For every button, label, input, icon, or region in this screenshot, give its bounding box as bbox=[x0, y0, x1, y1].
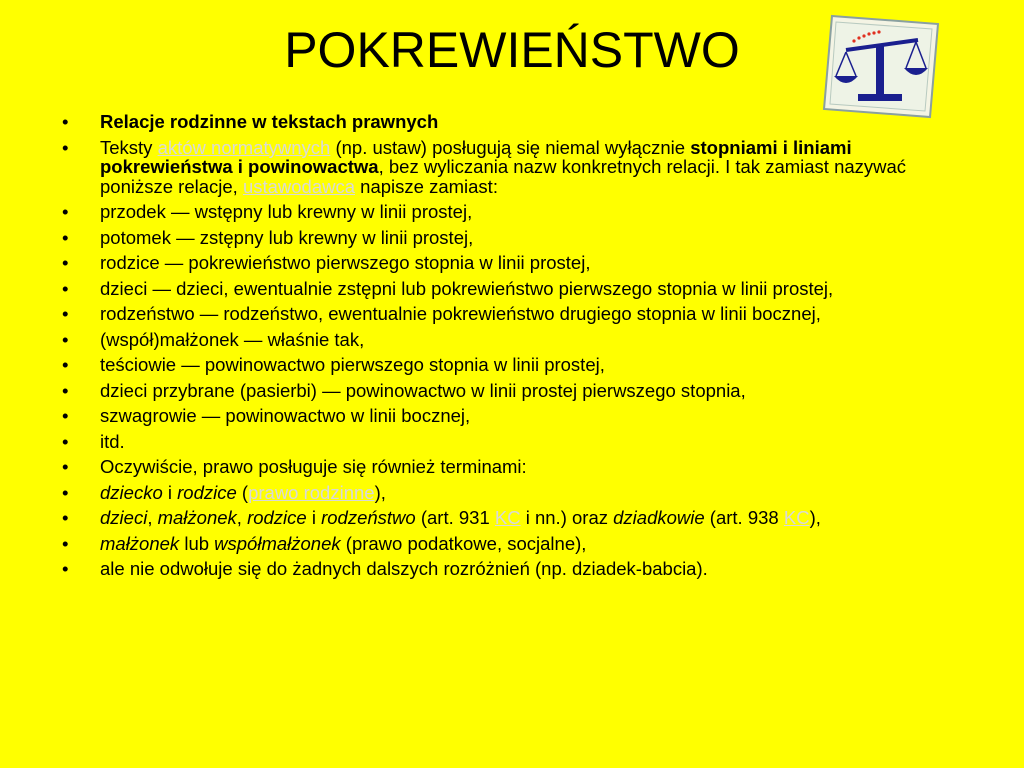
link-ustawodawca[interactable]: ustawodawca bbox=[242, 175, 356, 197]
list-item: • ale nie odwołuje się do żadnych dalszych rozróżnień (np. dziadek-babcia). bbox=[62, 559, 962, 579]
list-item: • dzieci, małżonek, rodzice i rodzeństwo (art. 931 KC i nn.) oraz dziadkowie (art. 938 KC), bbox=[62, 508, 962, 528]
list-item: • potomek — zstępny lub krewny w linii prostej, bbox=[62, 228, 962, 248]
bullet-list bbox=[62, 112, 962, 585]
list-item: • (współ)małżonek — właśnie tak, bbox=[62, 330, 962, 350]
page-title: POKREWIEŃSTWO bbox=[284, 22, 740, 78]
list-item: • Relacje rodzinne w tekstach prawnych bbox=[62, 112, 962, 132]
link-kc-2[interactable]: KC bbox=[783, 507, 810, 528]
link-prawo-rodzinne[interactable]: prawo rodzinne bbox=[248, 481, 375, 503]
list-item: • przodek — wstępny lub krewny w linii prostej, bbox=[62, 202, 962, 222]
list-item: • Oczywiście, prawo posługuje się również terminami: bbox=[62, 457, 962, 477]
link-kc[interactable]: KC bbox=[494, 507, 521, 528]
list-item: • dzieci — dzieci, ewentualnie zstępni lub pokrewieństwo pierwszego stopnia w linii prostej, bbox=[62, 279, 962, 299]
list-item: • rodzice — pokrewieństwo pierwszego stopnia w linii prostej, bbox=[62, 253, 962, 273]
list-item: • małżonek lub współmałżonek (prawo podatkowe, socjalne), bbox=[62, 534, 962, 554]
list-item: • dziecko i rodzice (prawo rodzinne), bbox=[62, 483, 962, 503]
list-item: • rodzeństwo — rodzeństwo, ewentualnie pokrewieństwo drugiego stopnia w linii bocznej, bbox=[62, 304, 962, 324]
list-item: • dzieci przybrane (pasierbi) — powinowactwo w linii prostej pierwszego stopnia, bbox=[62, 381, 962, 401]
list-item: • itd. bbox=[62, 432, 962, 452]
scales-of-justice-icon bbox=[822, 14, 940, 119]
link-akty-normatywne[interactable]: aktów normatywnych bbox=[157, 136, 331, 158]
list-item: • szwagrowie — powinowactwo w linii bocznej, bbox=[62, 406, 962, 426]
list-item: • teściowie — powinowactwo pierwszego stopnia w linii prostej, bbox=[62, 355, 962, 375]
list-item: • Teksty aktów normatywnych (np. ustaw) posługują się niemal wyłącznie stopniami i liniami pokrewieństwa i powinowactwa, bez wyliczania nazw konkretnych relacji. I tak zamiast nazywać poniższe relacje, ustawodawca napisze zamiast: bbox=[62, 138, 962, 197]
